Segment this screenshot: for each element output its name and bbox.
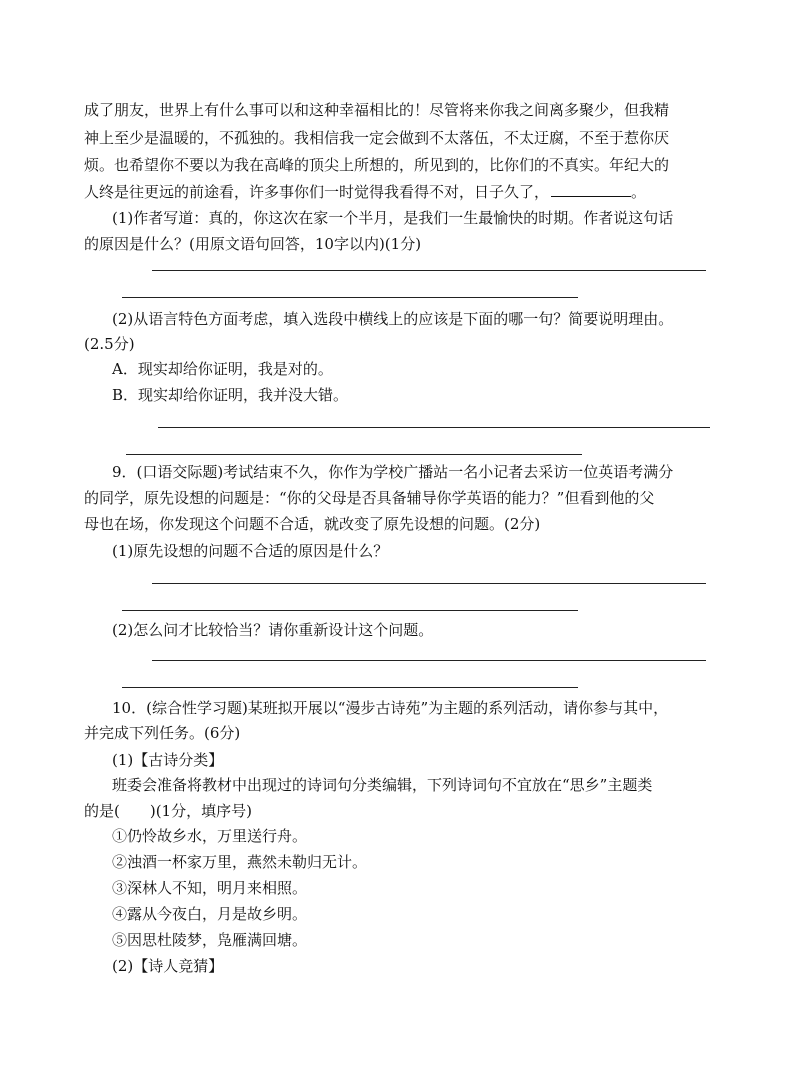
- answer-line[interactable]: [126, 454, 582, 455]
- passage-line-4: [84, 182, 646, 202]
- answer-line[interactable]: [158, 427, 710, 428]
- q9-line-3: 母也在场，你发现这个问题不合适，就改变了原先设想的问题。(2分): [84, 515, 541, 533]
- task1-title: (1)【古诗分类】: [112, 751, 224, 769]
- passage-line-4-text: 人终是往更远的前途看，许多事你们一时觉得我看得不对，日子久了，: [84, 183, 550, 201]
- q9-line-1: 9．(口语交际题)考试结束不久，你作为学校广播站一名小记者去采访一位英语考满分: [112, 463, 674, 481]
- q9-sub-2: (2)怎么问才比较恰当？请你重新设计这个问题。: [112, 621, 434, 639]
- passage-line-4-end: 。: [631, 183, 647, 201]
- poem-item-1: ①仍怜故乡水，万里送行舟。: [112, 827, 308, 845]
- answer-line[interactable]: [122, 297, 578, 298]
- answer-line[interactable]: [122, 687, 578, 688]
- q8-1-line-2: 的原因是什么？(用原文语句回答，10字以内)(1分): [84, 235, 422, 253]
- q10-line-1: 10．(综合性学习题)某班拟开展以“漫步古诗苑”为主题的系列活动，请你参与其中，: [112, 699, 669, 717]
- q8-1-line-1: (1)作者写道：真的，你这次在家一个半月，是我们一生最愉快的时期。作者说这句话: [112, 209, 674, 227]
- answer-line[interactable]: [152, 583, 706, 584]
- answer-line[interactable]: [152, 270, 706, 271]
- passage-line-1: 成了朋友，世界上有什么事可以和这种幸福相比的！尽管将来你我之间离多聚少，但我精: [84, 101, 670, 119]
- poem-item-2: ②浊酒一杯家万里，燕然未勒归无计。: [112, 853, 368, 871]
- task2-title: (2)【诗人竞猜】: [112, 957, 224, 975]
- passage-line-3: 烦。也希望你不要以为我在高峰的顶尖上所想的，所见到的，比你们的不真实。年纪大的: [84, 156, 670, 174]
- q9-line-2: 的同学，原先设想的问题是：“你的父母是否具备辅导你学英语的能力？”但看到他的父: [84, 489, 655, 507]
- q8-2-line-2: (2.5分): [84, 335, 135, 353]
- q10-line-2: 并完成下列任务。(6分): [84, 724, 241, 742]
- option-b: B．现实却给你证明，我并没大错。: [112, 386, 349, 404]
- answer-line[interactable]: [122, 610, 578, 611]
- poem-item-5: ⑤因思杜陵梦，凫雁满回塘。: [112, 931, 308, 949]
- answer-blank[interactable]: [551, 182, 631, 197]
- q9-sub-1: (1)原先设想的问题不合适的原因是什么？: [112, 542, 389, 560]
- answer-line[interactable]: [152, 660, 706, 661]
- passage-line-2: 神上至少是温暖的，不孤独的。我相信我一定会做到不太落伍，不太迂腐，不至于惹你厌: [84, 129, 670, 147]
- task1-line-1: 班委会准备将教材中出现过的诗词句分类编辑，下列诗词句不宜放在“思乡”主题类: [112, 776, 653, 794]
- poem-item-3: ③深林人不知，明月来相照。: [112, 879, 308, 897]
- poem-item-4: ④露从今夜白，月是故乡明。: [112, 905, 308, 923]
- q8-2-line-1: (2)从语言特色方面考虑，填入选段中横线上的应该是下面的哪一句？简要说明理由。: [112, 310, 674, 328]
- task1-line-2: 的是( )(1分，填序号): [84, 802, 252, 820]
- option-a: A．现实却给你证明，我是对的。: [112, 360, 333, 378]
